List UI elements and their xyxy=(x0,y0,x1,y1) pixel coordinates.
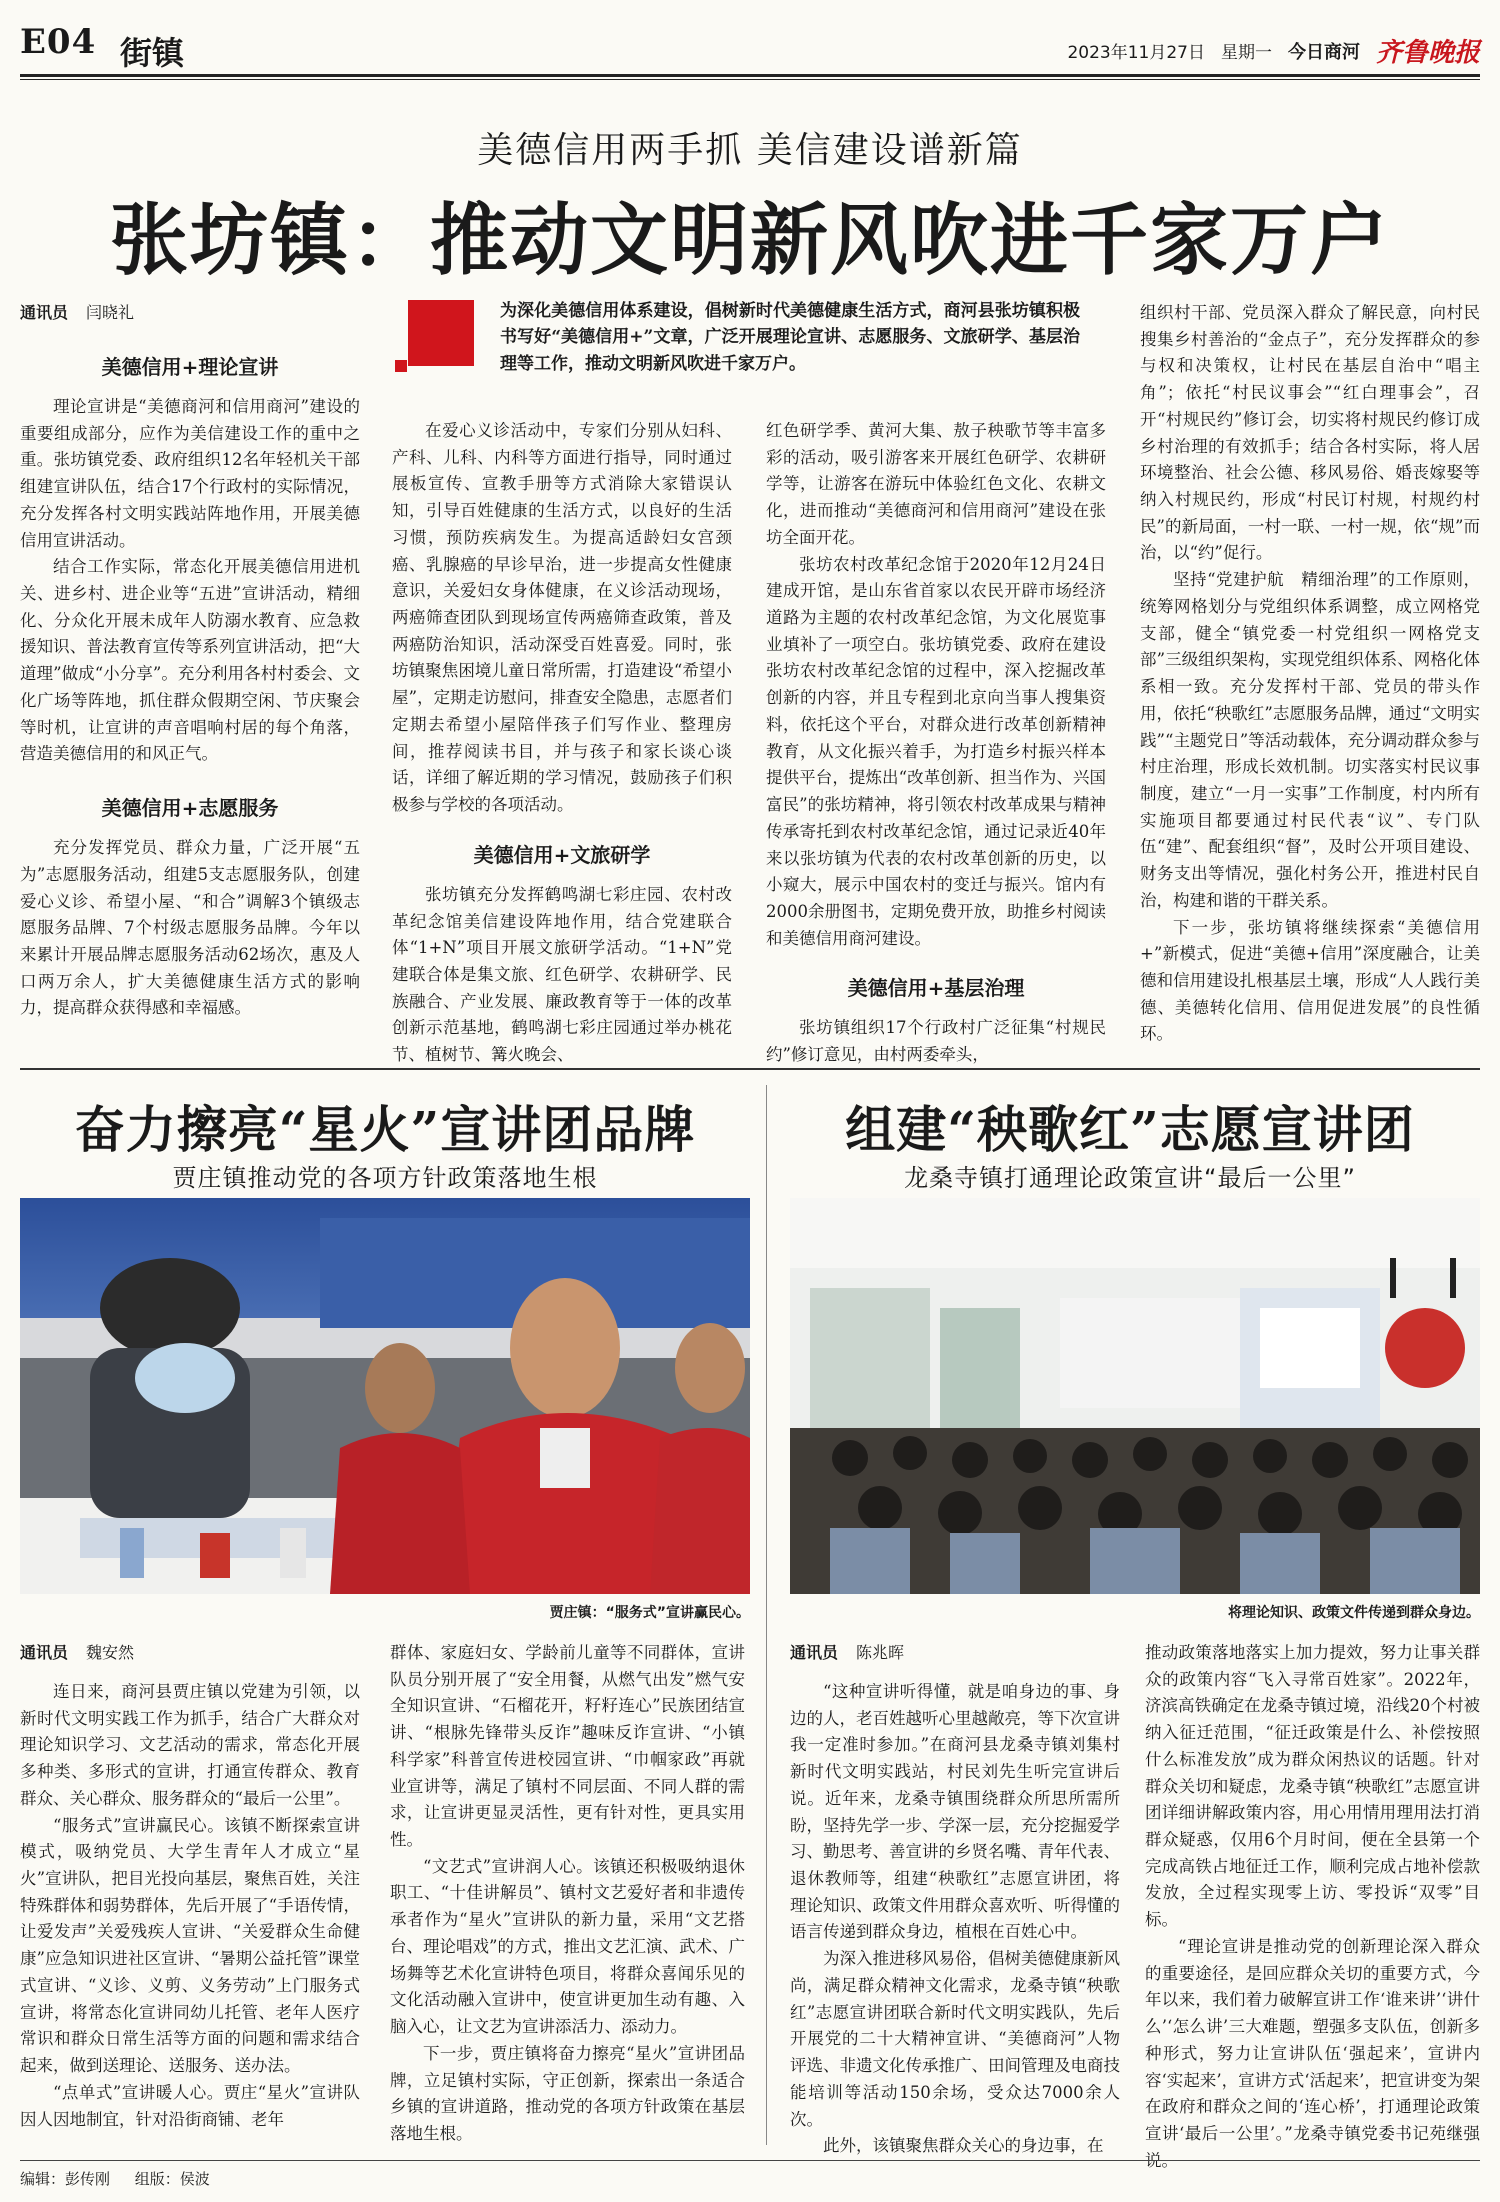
article1-paragraph: 理论宣讲是“美德商河和信用商河”建设的重要组成部分，应作为美信建设工作的重中之重。张坊镇党委、政府组织12名年轻机关干部组建宣讲队伍，结合17个行政村的实际情况，充分发挥各村文明实践站阵地作用，开展美德信用宣讲活动。 xyxy=(20,397,360,550)
article3-paragraph: 此外，该镇聚焦群众关心的身边事，在 xyxy=(823,2136,1104,2156)
edition-name: 今日商河 xyxy=(1287,41,1360,63)
article2-subheadline: 贾庄镇推动党的各项方针政策落地生根 xyxy=(172,1164,598,1192)
article1-paragraph: 张坊镇充分发挥鹤鸣湖七彩庄园、农村改革纪念馆美信建设阵地作用，结合党建联合体“1+N”项目开展文旅研学活动。“1+N”党建联合体是集文旅、红色研学、农耕研学、民族融合、产业发展、廉政教育等于一体的改革创新示范基地，鹤鸣湖七彩庄园通过举办桃花节、植树节、篝火晚会、 xyxy=(392,884,732,1065)
article3-photo xyxy=(790,1198,1480,1594)
masthead-rule xyxy=(20,74,1480,77)
column-divider xyxy=(766,1085,767,2145)
article1-subhead-2: 美德信用+志愿服务 xyxy=(101,796,279,821)
article2-paragraph: 下一步，贾庄镇将奋力擦亮“星火”宣讲团品牌，立足镇村实际，守正创新，探索出一条适合乡镇的宣讲道路，推动党的各项方针政策在基层落地生根。 xyxy=(390,2043,745,2143)
article3-paragraph: “理论宣讲是推动党的创新理论深入群众的重要途径，是回应群众关切的重要方式，今年以来，我们着力破解宣讲工作‘谁来讲’‘讲什么’‘怎么讲’三大难题，塑强多支队伍，创新多种形式，努力让宣讲队伍‘强起来’，宣讲内容‘实起来’，宣讲方式‘活起来’，把宣讲变为架在政府和群众之间的‘连心桥’，打通理论政策宣讲‘最后一公里’。”龙桑寺镇党委书记苑继强说。 xyxy=(1145,1936,1480,2170)
article1-headline: 张坊镇：推动文明新风吹进千家万户 xyxy=(109,195,1390,286)
article3-subheadline: 龙桑寺镇打通理论政策宣讲“最后一公里” xyxy=(904,1164,1356,1192)
article1-subhead-4: 美德信用+基层治理 xyxy=(847,976,1025,1001)
article3-byline: 通讯员 陈兆晖 xyxy=(790,1643,905,1662)
section-divider xyxy=(20,1068,1480,1070)
article2-column-1 xyxy=(20,1640,360,2155)
article1-column-2 xyxy=(392,418,732,1065)
article1-subhead-1: 美德信用+理论宣讲 xyxy=(101,355,279,379)
masthead-rule-thin xyxy=(20,79,1480,80)
issue-weekday: 星期一 xyxy=(1220,43,1272,63)
article3-paragraph: 为深入推进移风易俗，倡树美德健康新风尚，满足群众精神文化需求，龙桑寺镇“秧歌红”志愿宣讲团联合新时代文明实践队，先后开展党的二十大精神宣讲、“美德商河”人物评选、非遗文化传承推广、田间管理及电商技能培训等活动150余场，受众达7000余人次。 xyxy=(790,1949,1120,2129)
article2-paragraph: 连日来，商河县贾庄镇以党建为引领，以新时代文明实践工作为抓手，结合广大群众对理论知识学习、文艺活动的需求，常态化开展多种类、多形式的宣讲，打通宣传群众、教育群众、关心群众、服务群众的“最后一公里”。 xyxy=(20,1682,360,1808)
article1-paragraph: 在爱心义诊活动中，专家们分别从妇科、产科、儿科、内科等方面进行指导，同时通过展板宣传、宣教手册等方式消除大家错误认知，引导百姓健康的生活方式，以良好的生活习惯，预防疾病发生。为提高适龄妇女宫颈癌、乳腺癌的早诊早治，进一步提高女性健康意识，关爱妇女身体健康，在义诊活动现场，两癌筛查团队到现场宣传两癌筛查政策，普及两癌防治知识，活动深受百姓喜爱。同时，张坊镇聚焦困境儿童日常所需，打造建设“希望小屋”，定期走访慰问，排查安全隐患，志愿者们定期去希望小屋陪伴孩子们写作业、整理房间，推荐阅读书目，并与孩子和家长谈心谈话，详细了解近期的学习情况，鼓励孩子们积极参与学校的各项活动。 xyxy=(392,421,732,815)
section-name: 街镇 xyxy=(120,34,185,72)
article3-paragraph: “这种宣讲听得懂，就是咱身边的事、身边的人，老百姓越听心里越敞亮，等下次宣讲我一定准时参加。”在商河县龙桑寺镇刘集村新时代文明实践站，村民刘先生听完宣讲后说。近年来，龙桑寺镇围绕群众所思所需所盼，坚持先学一步、学深一层，充分挖掘爱学习、勤思考、善宣讲的乡贤名嘴、青年代表、退休教师等，组建“秧歌红”志愿宣讲团，将理论知识、政策文件用群众喜欢听、听得懂的语言传递到群众身边，植根在百姓心中。 xyxy=(790,1682,1120,1942)
red-accent-block xyxy=(408,300,474,366)
article3-column-1 xyxy=(790,1640,1120,2155)
article2-paragraph: “文艺式”宣讲润人心。该镇还积极吸纳退休职工、“十佳讲解员”、镇村文艺爱好者和非遗传承者作为“星火”宣讲队的新力量，采用“文艺搭台、理论唱戏”的方式，推出文艺汇演、武术、广场舞等艺术化宣讲特色项目，将群众喜闻乐见的文化活动融入宣讲中，使宣讲更加生动有趣、入脑入心，让文艺为宣讲添活力、添动力。 xyxy=(390,1856,745,2037)
date-line xyxy=(1067,32,1480,69)
article1-paragraph: 坚持“党建护航 精细治理”的工作原则，统筹网格划分与党组织体系调整，成立网格党支部，健全“镇党委一村党组织一网格党支部”三级组织架构，实现党组织体系、网格化体系相一致。充分发挥村干部、党员的带头作用，依托“秧歌红”志愿服务品牌，通过“文明实践”“主题党日”等活动载体，充分调动群众参与村庄治理，形成长效机制。切实落实村民议事制度，建立“一月一实事”工作制度，村内所有实施项目都要通过村民代表“议”、专门队伍“建”、配套组织“督”，及时公开项目建设、财务支出等情况，强化村务公开，推进村民自治，构建和谐的干群关系。 xyxy=(1140,570,1480,910)
article1-kicker: 美德信用两手抓 美信建设谱新篇 xyxy=(477,130,1023,171)
newspaper-logo: 齐鲁晚报 xyxy=(1375,38,1480,68)
footer-designer: 组版：侯波 xyxy=(134,2170,210,2188)
article2-photo xyxy=(20,1198,750,1594)
article1-paragraph: 结合工作实际，常态化开展美德信用进机关、进乡村、进企业等“五进”宣讲活动，精细化、分众化开展未成年人防溺水教育、应急救援知识、普法教育宣传等系列宣讲活动，把“大道理”做成“小分享”。充分利用各村村委会、文化广场等阵地，抓住群众假期空闲、节庆聚会等时机，让宣讲的声音唱响村居的每个角落，营造美德信用的和风正气。 xyxy=(20,557,360,764)
article1-paragraph: 充分发挥党员、群众力量，广泛开展“五为”志愿服务活动，组建5支志愿服务队，创建爱心义诊、希望小屋、“和合”调解3个镇级志愿服务品牌、7个村级志愿服务品牌。今年以来累计开展品牌志愿服务活动62场次，惠及人口两万余人，扩大美德健康生活方式的影响力，提高群众获得感和幸福感。 xyxy=(20,838,360,1018)
article3-paragraph: 推动政策落地落实上加力提效，努力让事关群众的政策内容“飞入寻常百姓家”。2022年，济滨高铁确定在龙桑寺镇过境，沿线20个村被纳入征迁范围，“征迁政策是什么、补偿按照什么标准发放”成为群众闲热议的话题。针对群众关切和疑虑，龙桑寺镇“秧歌红”志愿宣讲团详细讲解政策内容，用心用情用理用法打消群众疑惑，仅用6个月时间，便在全县第一个完成高铁占地征迁工作，顺利完成占地补偿款发放，全过程实现零上访、零投诉“双零”目标。 xyxy=(1145,1643,1480,1930)
article1-paragraph: 红色研学季、黄河大集、敖子秧歌节等丰富多彩的活动，吸引游客来开展红色研学、农耕研学等，让游客在游玩中体验红色文化、农耕文化，进而推动“美德商河和信用商河”建设在张坊全面开花。 xyxy=(766,421,1106,547)
article3-headline: 组建“秧歌红”志愿宣讲团 xyxy=(845,1100,1415,1159)
footer-editor: 编辑：彭传刚 xyxy=(20,2170,111,2188)
article1-byline: 通讯员 闫晓礼 xyxy=(20,303,135,322)
article1-lead: 为深化美德信用体系建设，倡树新时代美德健康生活方式，商河县张坊镇积极书写好“美德信用+”文章，广泛开展理论宣讲、志愿服务、文旅研学、基层治理等工作，推动文明新风吹进千家万户。 xyxy=(500,301,1080,374)
page-number: E04 xyxy=(20,22,97,62)
article1-paragraph: 下一步，张坊镇将继续探索“美德信用+”新模式，促进“美德+信用”深度融合，让美德和信用建设扎根基层土壤，形成“人人践行美德、美德转化信用、信用促进发展”的良性循环。 xyxy=(1140,917,1480,1044)
article2-headline: 奋力擦亮“星火”宣讲团品牌 xyxy=(74,1100,696,1159)
article1-paragraph: 组织村干部、党员深入群众了解民意，向村民搜集乡村善治的“金点子”，充分发挥群众的参与权和决策权，让村民在基层自治中“唱主角”；依托“村民议事会”“红白理事会”，召开“村规民约”修订会，切实将村规民约修订成乡村治理的有效抓手；结合各村实际，将人居环境整治、社会公德、移风易俗、婚丧嫁娶等纳入村规民约，形成“村民订村规，村规约村民”的新局面，一村一联、一村一规，依“规”而治，以“约”促行。 xyxy=(1140,303,1480,563)
article2-paragraph: “点单式”宣讲暖人心。贾庄“星火”宣讲队因人因地制宜，针对沿街商铺、老年 xyxy=(20,2082,360,2129)
article1-paragraph: 张坊镇组织17个行政村广泛征集“村规民约”修订意见，由村两委牵头， xyxy=(766,1018,1106,1065)
issue-date: 2023年11月27日 xyxy=(1067,43,1205,63)
article3-caption: 将理论知识、政策文件传递到群众身边。 xyxy=(1228,1605,1480,1621)
article2-column-2 xyxy=(390,1640,745,2155)
footer-rule xyxy=(20,2160,1480,2161)
article1-column-4 xyxy=(1140,300,1480,1060)
article1-paragraph: 张坊农村改革纪念馆于2020年12月24日建成开馆，是山东省首家以农民开辟市场经济道路为主题的农村改革纪念馆，为文化展览事业填补了一项空白。张坊镇党委、政府在建设张坊农村改革纪念馆的过程中，深入挖掘改革创新的内容，并且专程到北京向当事人搜集资料，依托这个平台，对群众进行改革创新精神教育，从文化振兴着手，为打造乡村振兴样本提供平台，提炼出“改革创新、担当作为、兴国富民”的张坊精神，将引领农村改革成果与精神传承寄托到农村改革纪念馆，通过记录近40年来以张坊镇为代表的农村改革创新的历史，以小窥大，展示中国农村的变迁与振兴。馆内有2000余册图书，定期免费开放，助推乡村阅读和美德信用商河建设。 xyxy=(766,554,1106,948)
page-footer xyxy=(20,2168,230,2189)
article1-column-3 xyxy=(766,418,1106,1065)
article1-column-1 xyxy=(20,300,360,1060)
article1-subhead-3: 美德信用+文旅研学 xyxy=(473,842,651,867)
article2-caption: 贾庄镇：“服务式”宣讲赢民心。 xyxy=(549,1605,750,1621)
article2-byline: 通讯员 魏安然 xyxy=(20,1643,135,1662)
article2-paragraph: 群体、家庭妇女、学龄前儿童等不同群体，宣讲队员分别开展了“安全用餐，从燃气出发”燃气安全知识宣讲、“石榴花开，籽籽连心”民族团结宣讲、“根脉先锋带头反诈”趣味反诈宣讲、“小镇科学家”科普宣传进校园宣讲、“巾帼家政”再就业宣讲等，满足了镇村不同层面、不同人群的需求，让宣讲更显灵活性，更有针对性，更具实用性。 xyxy=(390,1643,745,1850)
article3-column-2 xyxy=(1145,1640,1480,2170)
article2-paragraph: “服务式”宣讲赢民心。该镇不断探索宣讲模式，吸纳党员、大学生青年人才成立“星火”宣讲队，把目光投向基层，聚焦百姓，关注特殊群体和弱势群体，先后开展了“手语传情，让爱发声”关爱残疾人宣讲、“关爱群众生命健康”应急知识进社区宣讲、“暑期公益托管”课堂式宣讲、“义诊、义剪、义务劳动”上门服务式宣讲，将常态化宣讲同幼儿托管、老年人医疗常识和群众日常生活等方面的问题和需求结合起来，做到送理论、送服务、送办法。 xyxy=(20,1815,360,2076)
red-accent-corner xyxy=(395,360,407,372)
